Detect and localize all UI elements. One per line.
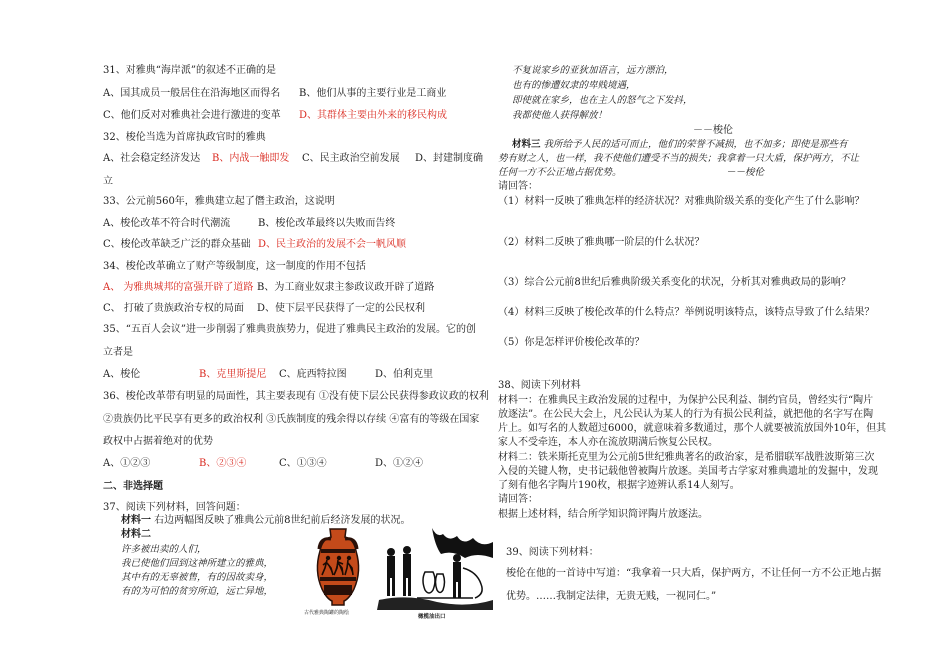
amphora-illustration xyxy=(312,527,364,607)
q33-stem: 33、公元前560年，雅典建立起了僭主政治，这说明 xyxy=(103,196,335,207)
q38-material-2-line-1: 材料二：铁米斯托克里为公元前5世纪雅典著名的政治家，是希腊联军战胜波斯第三次 xyxy=(498,452,875,463)
poem-line-7: 即使就在家乡，也在主人的怒气之下发抖， xyxy=(512,95,693,106)
answer-prompt: 请回答： xyxy=(498,181,538,192)
q39-stem: 39、阅读下列材料： xyxy=(506,547,599,558)
q38-material-1-line-3: 片上。如写名的人数超过6000，就意味着多数通过，那个人就要被流放国外10年，但其 xyxy=(498,423,887,434)
q32-option-a: A、社会稳定经济发达 xyxy=(103,153,201,164)
section-2-heading: 二、非选择题 xyxy=(103,481,163,492)
poem-signature: －－梭伦 xyxy=(693,125,733,136)
q34-option-a-answer: A、 为雅典城邦的富强开辟了道路 xyxy=(103,282,254,293)
q38-question: 根据上述材料，结合所学知识简评陶片放逐法。 xyxy=(498,509,708,520)
material-3-signature: －－梭伦 xyxy=(726,167,765,178)
q35-option-c: C、庇西特拉图 xyxy=(279,369,347,380)
q39-material-line-1: 梭伦在他的一首诗中写道：“我拿着一只大盾，保护两方，不让任何一方不公正地占据 xyxy=(506,568,882,579)
q34-option-d: D、使下层平民获得了一定的公民权利 xyxy=(257,303,426,314)
q32-option-c: C、民主政治空前发展 xyxy=(302,153,400,164)
q38-material-2-line-3: 了刻有他名字陶片190枚，根据字迹辨认系14人刻写。 xyxy=(498,480,740,491)
question-5: （5）你是怎样评价梭伦改革的？ xyxy=(498,337,645,348)
q38-material-1-line-4: 家人不受牵连，本人亦在流放期满后恢复公民权。 xyxy=(498,437,718,448)
material-1-label: 材料一 xyxy=(121,515,151,526)
q35-option-d: D、伯利克里 xyxy=(375,369,434,380)
q31-option-a: A、国其成员一般居住在沿海地区而得名 xyxy=(103,88,281,99)
q31-stem: 31、对雅典“海岸派”的叙述不正确的是 xyxy=(103,65,276,76)
olive-oil-export-illustration xyxy=(377,528,493,610)
q36-option-a: A、①②③ xyxy=(103,458,151,469)
poem-line-3: 其中有的无辜被售，有的因故卖身， xyxy=(121,572,274,583)
material-3-line-2: 势有财之人，也一样，我不使他们遭受不当的损失；我拿着一只大盾，保护两方，不让 xyxy=(498,153,860,164)
q31-option-c: C、他们反对对雅典社会进行激进的变革 xyxy=(103,110,281,121)
q33-option-a: A、梭伦改革不符合时代潮流 xyxy=(103,218,231,229)
material-3-line-3: 任何一方不公正地占据优势。 xyxy=(498,167,622,178)
material-3-line-1 xyxy=(512,138,848,151)
q33-option-c: C、梭伦改革缺乏广泛的群众基础 xyxy=(103,239,251,250)
amphora-caption: 古代雅典陶罐的陶绘 xyxy=(304,610,350,616)
q34-option-b: B、为工商业奴隶主参政议政开辟了道路 xyxy=(257,282,435,293)
q35-option-b-answer: B、克里斯提尼 xyxy=(199,369,267,380)
material-1-text: 右边两幅图反映了雅典公元前8世纪前后经济发展的状况。 xyxy=(151,515,411,526)
question-2: （2）材料二反映了雅典哪一阶层的什么状况？ xyxy=(498,237,705,248)
q36-stem-1: 36、梭伦改革带有明显的局面性，其主要表现有 ①没有使下层公民获得参政议政的权利 xyxy=(103,391,489,402)
q38-material-1-line-1: 材料一：在雅典民主政治发展的过程中，为保护公民利益、制约官员，曾经实行“陶片 xyxy=(498,395,874,406)
q34-option-c: C、 打破了贵族政治专权的局面 xyxy=(103,303,244,314)
question-4: （4）材料三反映了梭伦改革的什么特点？举例说明该特点，该特点导致了什么结果？ xyxy=(498,307,875,318)
q38-answer-prompt: 请回答： xyxy=(498,494,538,505)
q39-material-line-2: 优势。……我制定法律，无贵无贱，一视同仁。” xyxy=(506,591,717,602)
poem-line-6: 也有的惨遭奴隶的卑贱境遇， xyxy=(512,80,636,91)
q32-option-d: D、封建制度确 xyxy=(415,153,484,164)
question-3: （3）综合公元前8世纪后雅典阶级关系变化的状况，分析其对雅典政局的影响？ xyxy=(498,277,851,288)
q31-option-d-answer: D、其群体主要由外来的移民构成 xyxy=(299,110,448,121)
q37-stem: 37、阅读下列材料，回答问题： xyxy=(103,502,246,513)
q33-option-b: B、梭伦改革最终以失败而告终 xyxy=(258,218,396,229)
q36-option-d: D、①②④ xyxy=(375,458,424,469)
poem-line-5: 不复说家乡的亚狄加语言，远方漂泊， xyxy=(512,65,674,76)
q32-option-b-answer: B、内战一触即发 xyxy=(212,153,290,164)
q37-material-1 xyxy=(121,514,411,527)
olive-oil-caption: 橄榄油出口 xyxy=(418,614,446,620)
q35-stem: 35、“五百人会议”进一步削弱了雅典贵族势力，促进了雅典民主政治的发展。它的创 xyxy=(103,324,476,335)
q36-stem-3: 政权中占据着绝对的优势 xyxy=(103,436,213,447)
q32-stem: 32、梭伦当选为首席执政官时的雅典 xyxy=(103,132,266,143)
q36-option-b-answer: B、②③④ xyxy=(199,458,247,469)
material-2-label: 材料二 xyxy=(121,529,151,540)
poem-line-4: 有的为可怕的贫穷所迫，远亡异地， xyxy=(121,586,274,597)
q38-material-2-line-2: 入侵的关键人物，史书记载他曾被陶片放逐。美国考古学家对雅典遗址的发掘中，发现 xyxy=(498,466,878,477)
q38-stem: 38、阅读下列材料 xyxy=(498,380,581,391)
q38-material-1-line-2: 放逐法”。在公民大会上，凡公民认为某人的行为有损公民利益，就把他的名字写在陶 xyxy=(498,409,874,420)
poem-line-1: 许多被出卖的人们， xyxy=(121,544,207,555)
poem-line-2: 我已使他们回到这神所建立的雅典， xyxy=(121,558,274,569)
q35-stem-cont: 立者是 xyxy=(103,347,133,358)
material-3-label: 材料三 xyxy=(512,139,541,150)
q35-option-a: A、梭伦 xyxy=(103,369,141,380)
q33-option-d-answer: D、民主政治的发展不会一帆风顺 xyxy=(258,239,407,250)
poem-line-8: 我都使他人获得解放！ xyxy=(512,110,608,121)
q36-stem-2: ②贵族仍比平民享有更多的政治权利 ③氏族制度的残余得以存续 ④富有的等级在国家 xyxy=(103,414,480,425)
material-3-text-1: 我所给予人民的适可而止，他们的荣誉不减损，也不加多；即使是那些有 xyxy=(540,139,848,150)
q34-stem: 34、梭伦改革确立了财产等级制度，这一制度的作用不包括 xyxy=(103,261,366,272)
question-1: （1）材料一反映了雅典怎样的经济状况？对雅典阶级关系的变化产生了什么影响？ xyxy=(498,196,865,207)
q36-option-c: C、①③④ xyxy=(279,458,327,469)
q31-option-b: B、他们从事的主要行业是工商业 xyxy=(299,88,447,99)
q32-option-d-cont: 立 xyxy=(103,176,113,187)
